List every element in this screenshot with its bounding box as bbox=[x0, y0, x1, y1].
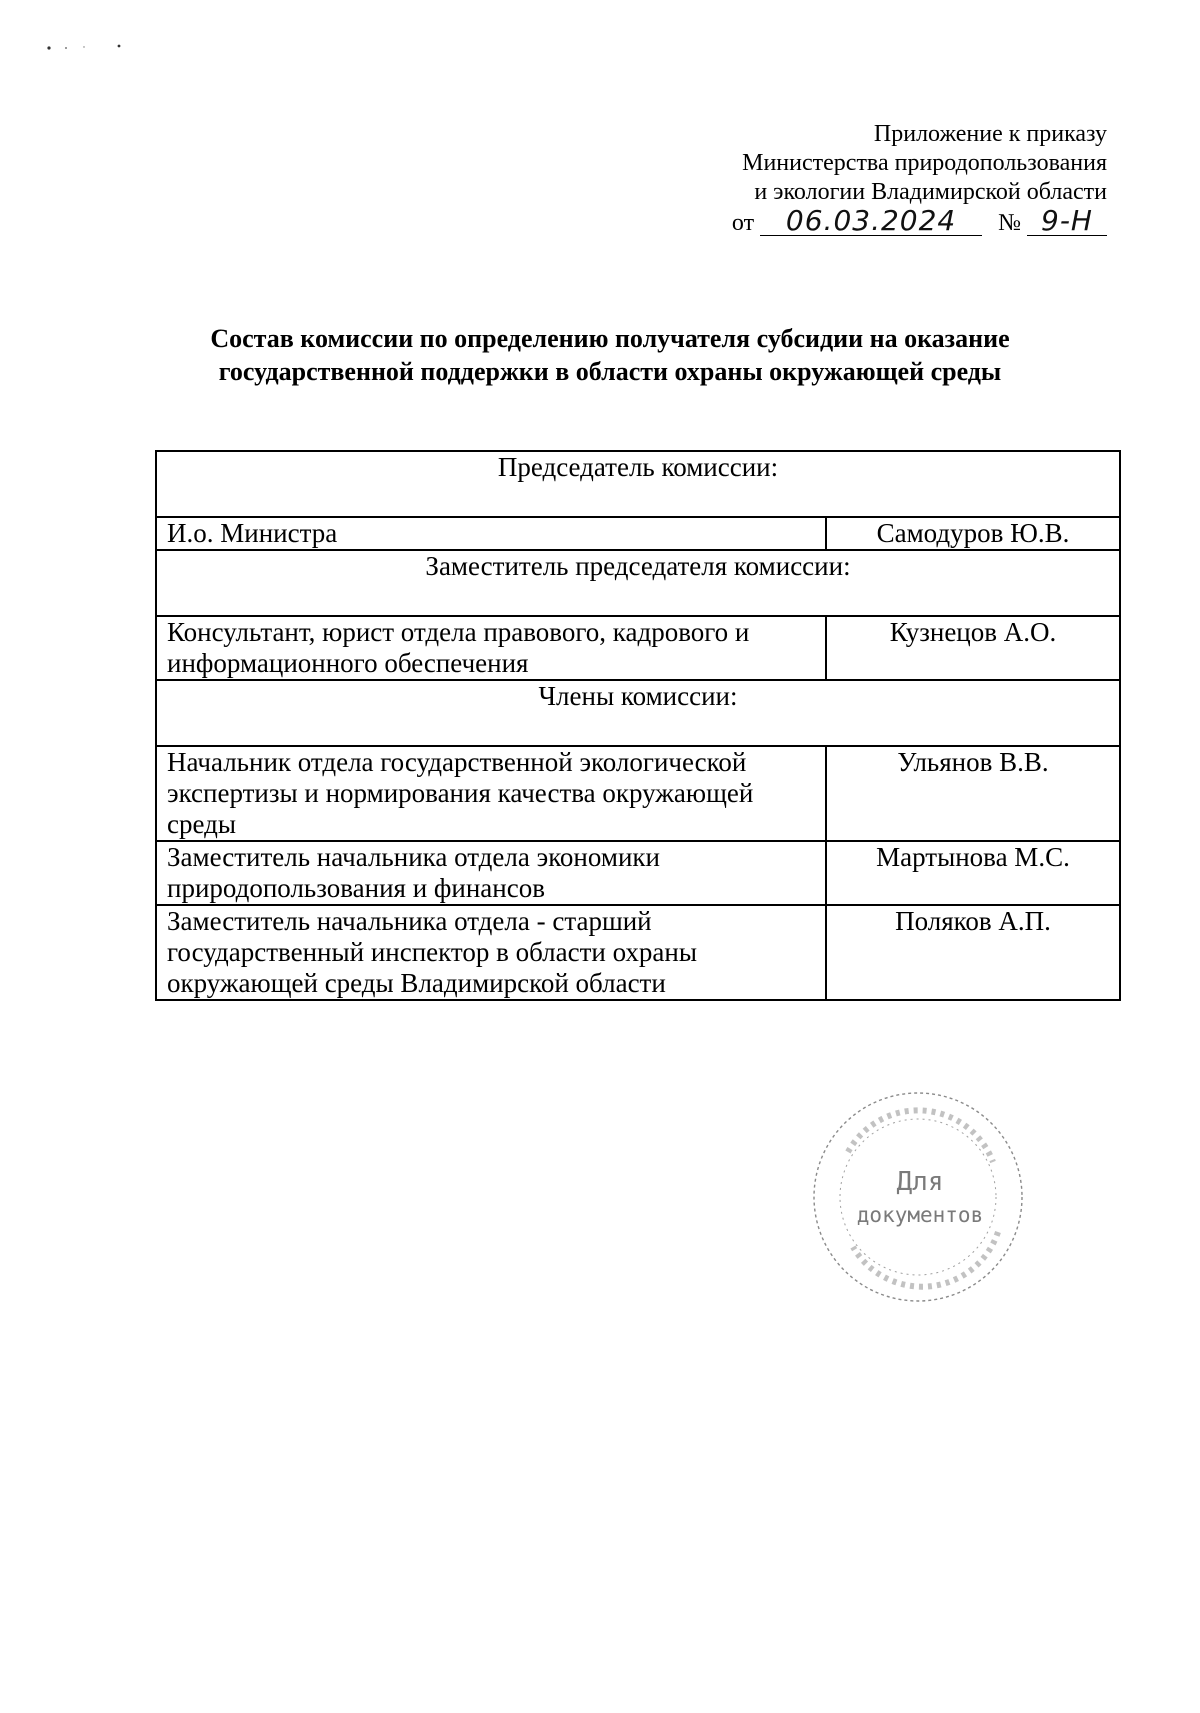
chairman-heading: Председатель комиссии: bbox=[156, 451, 1120, 517]
title-line-1: Состав комиссии по определению получателя субсидии на оказание bbox=[210, 324, 1010, 353]
member-position: Заместитель начальника отдела - старший государственный инспектор в области охраны окружающей среды Владимирской области bbox=[156, 905, 826, 1000]
deputy-position: Консультант, юрист отдела правового, кадрового и информационного обеспечения bbox=[156, 616, 826, 680]
stamp-text-line-2: документов bbox=[856, 1203, 984, 1227]
commission-table bbox=[155, 450, 1121, 1001]
document-title bbox=[150, 322, 1070, 388]
deputy-name: Кузнецов А.О. bbox=[826, 616, 1120, 680]
chairman-name: Самодуров Ю.В. bbox=[826, 517, 1120, 550]
chairman-row bbox=[156, 517, 1120, 550]
member-row bbox=[156, 905, 1120, 1000]
members-heading: Члены комиссии: bbox=[156, 680, 1120, 746]
members-heading-row bbox=[156, 680, 1120, 746]
member-name: Ульянов В.В. bbox=[826, 746, 1120, 841]
member-name: Мартынова М.С. bbox=[826, 841, 1120, 905]
title-line-2: государственной поддержки в области охраны окружающей среды bbox=[218, 357, 1002, 386]
deputy-heading: Заместитель председателя комиссии: bbox=[156, 550, 1120, 616]
member-name: Поляков А.П. bbox=[826, 905, 1120, 1000]
deputy-row bbox=[156, 616, 1120, 680]
scan-speck-marks bbox=[44, 42, 124, 52]
appendix-line-2: Министерства природопользования bbox=[742, 150, 1107, 176]
deputy-heading-row bbox=[156, 550, 1120, 616]
handwritten-order-number: 9-Н bbox=[1027, 207, 1107, 236]
member-position: Начальник отдела государственной экологической экспертизы и нормирования качества окружающей среды bbox=[156, 746, 826, 841]
handwritten-date: 06.03.2024 bbox=[760, 207, 982, 236]
number-prefix: № bbox=[998, 210, 1021, 236]
date-prefix: от bbox=[731, 210, 755, 236]
appendix-line-3: и экологии Владимирской области bbox=[754, 179, 1107, 205]
member-row bbox=[156, 746, 1120, 841]
appendix-header bbox=[732, 120, 1107, 238]
order-date-line bbox=[731, 204, 1107, 238]
chairman-heading-row bbox=[156, 451, 1120, 517]
member-position: Заместитель начальника отдела экономики природопользования и финансов bbox=[156, 841, 826, 905]
member-row bbox=[156, 841, 1120, 905]
appendix-line-1: Приложение к приказу bbox=[873, 121, 1107, 147]
stamp-text-line-1: Для bbox=[896, 1167, 944, 1197]
round-seal-stamp bbox=[808, 1082, 1028, 1312]
chairman-position: И.о. Министра bbox=[156, 517, 826, 550]
